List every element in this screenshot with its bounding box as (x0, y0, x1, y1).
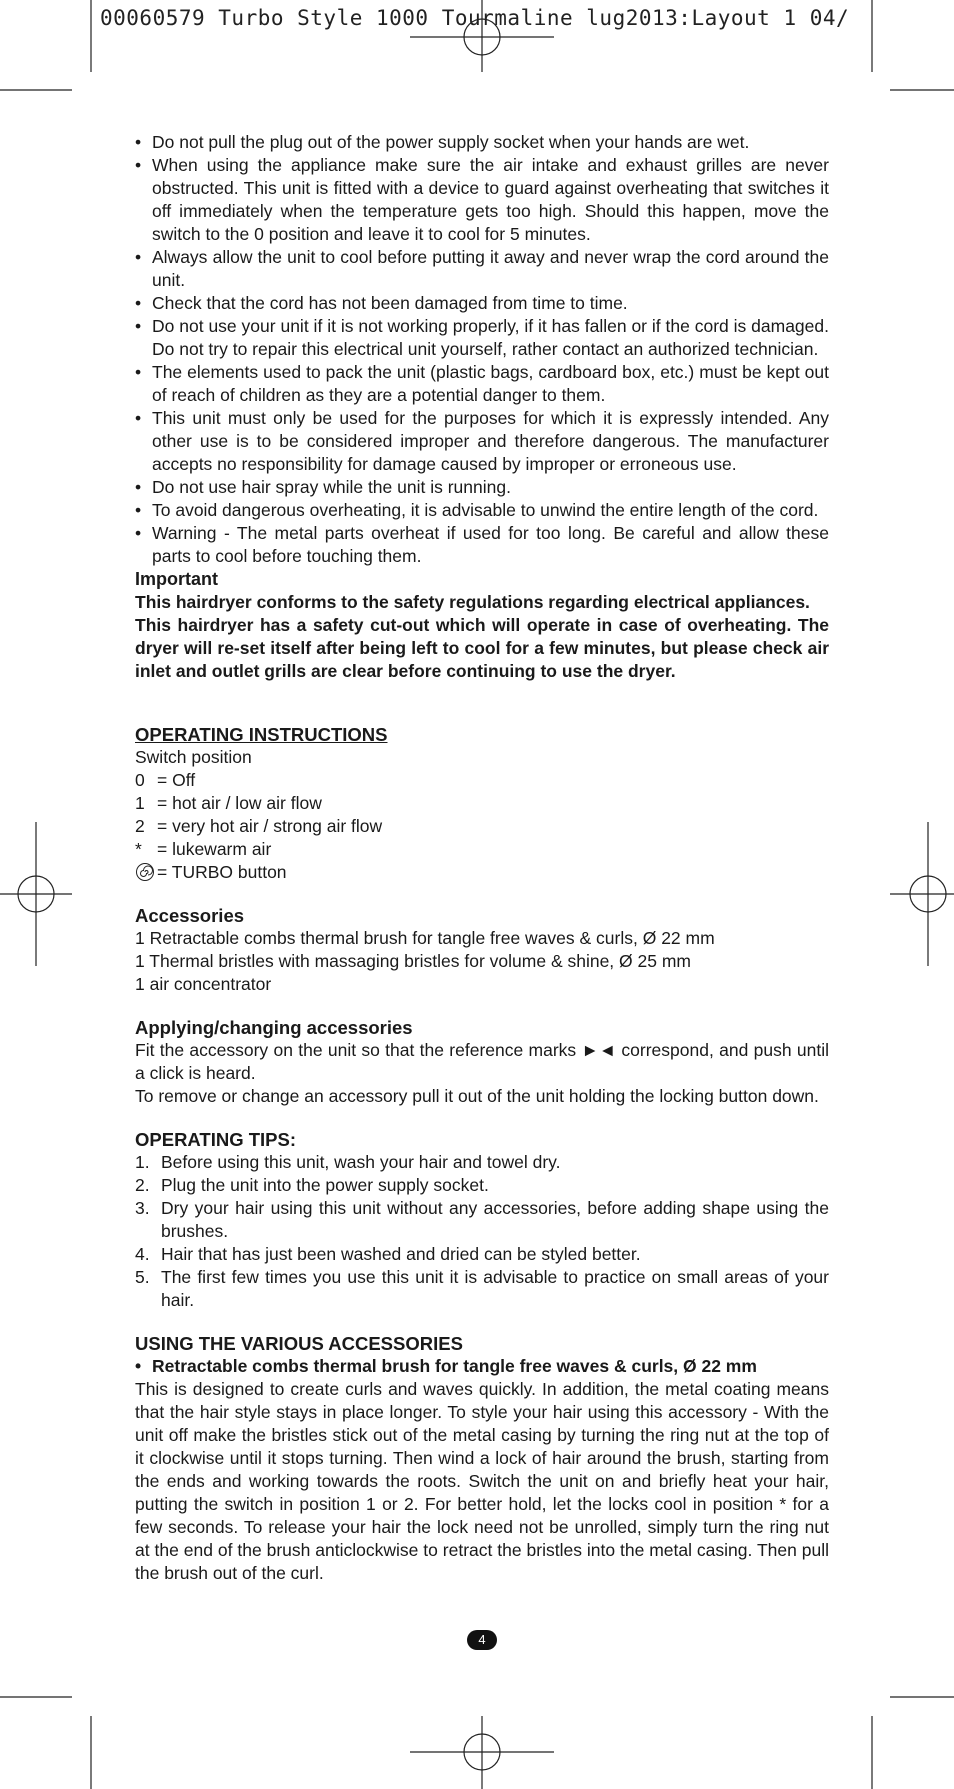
tip-text: Hair that has just been washed and dried can be styled better. (161, 1244, 641, 1264)
switch-desc: = very hot air / strong air flow (157, 816, 383, 836)
using-paragraph: This is designed to create curls and waves quickly. In addition, the metal coating means that the hair style stays in place longer. To style your hair using this accessory - With the unit off make the bristles stick out of the metal casing by turning the ring nut at the top of it clockwise until it stops turning. Then wind a lock of hair around the brush, starting from the ends and working towards the roots. Switch the unit on and briefly heat your hair, putting the switch in position 1 or 2. For better hold, let the locks cool in position * for a few seconds. To release your hair the lock need not be unrolled, simply turn the ring nut at the end of the brush anticlockwise to retract the bristles into the metal casing. Then pull the brush out of the curl. (135, 1379, 829, 1583)
switch-key: 1 (135, 793, 145, 813)
safety-bullet: • When using the appliance make sure the air intake and exhaust grilles are never obstructed. This unit is fitted with a device to guard against overheating that switches it off immediately when the temperature gets too high. Should this happen, move the switch to the 0 position and leave it to cool for 5 minutes. (135, 154, 829, 246)
tip-number: 2. (135, 1175, 150, 1195)
switch-desc: = TURBO button (157, 862, 287, 882)
important-line: This hairdryer conforms to the safety regulations regarding electrical appliances. (135, 592, 810, 612)
print-slug-line: 00060579 Turbo Style 1000 Tourmaline lug2013:Layout 1 04/ (100, 6, 850, 30)
using-sub-bullet-list (135, 1355, 829, 1378)
tip-number: 5. (135, 1267, 150, 1287)
tip-item (135, 1151, 829, 1174)
safety-bullet: • Do not use your unit if it is not working properly, if it has fallen or if the cord is damaged. Do not try to repair this electrical unit yourself, rather contact an authorized technician. (135, 315, 829, 361)
safety-bullet: • The elements used to pack the unit (plastic bags, cardboard box, etc.) must be kept out of reach of children as they are a potential danger to them. (135, 361, 829, 407)
operating-tips-list (135, 1151, 829, 1312)
tip-text: Dry your hair using this unit without any accessories, before adding shape using the brushes. (161, 1198, 829, 1241)
applying-paragraph: To remove or change an accessory pull it out of the unit holding the locking button down. (135, 1086, 819, 1106)
switch-desc: = hot air / low air flow (157, 793, 322, 813)
safety-bullet: • Do not pull the plug out of the power supply socket when your hands are wet. (135, 131, 829, 154)
tip-text: The first few times you use this unit it is advisable to practice on small areas of your hair. (161, 1267, 829, 1310)
registration-mark-left (0, 822, 72, 966)
tip-text: Plug the unit into the power supply socket. (161, 1175, 489, 1195)
turbo-spiral-icon (135, 861, 157, 884)
switch-key: 0 (135, 770, 145, 790)
applying-paragraph: Fit the accessory on the unit so that the reference marks ►◄ correspond, and push until a click is heard. (135, 1040, 829, 1083)
safety-bullet: • Check that the cord has not been damaged from time to time. (135, 292, 829, 315)
switch-position-label: Switch position (135, 747, 252, 767)
applying-accessories-title: Applying/changing accessories (135, 1017, 413, 1038)
using-sub-bullet: • Retractable combs thermal brush for tangle free waves & curls, Ø 22 mm (135, 1355, 829, 1378)
safety-bullet: • Warning - The metal parts overheat if used for too long. Be careful and allow these parts to cool before touching them. (135, 522, 829, 568)
safety-bullet: • Do not use hair spray while the unit is running. (135, 476, 829, 499)
tip-text: Before using this unit, wash your hair and towel dry. (161, 1152, 561, 1172)
safety-bullet: • To avoid dangerous overheating, it is advisable to unwind the entire length of the cord. (135, 499, 829, 522)
switch-key: 2 (135, 816, 145, 836)
safety-bullet: • This unit must only be used for the purposes for which it is expressly intended. Any other use is to be considered improper and therefore dangerous. The manufacturer accepts no responsibility for damage caused by improper or erroneous use. (135, 407, 829, 476)
switch-position-row (135, 861, 829, 884)
switch-desc: = lukewarm air (157, 839, 272, 859)
switch-desc: = Off (157, 770, 196, 790)
tip-item (135, 1243, 829, 1266)
switch-position-row (135, 792, 829, 815)
important-line: This hairdryer has a safety cut-out which will operate in case of overheating. The dryer will re-set itself after being left to cool for a few minutes, but please check air inlet and outlet grills are clear before continuing to use the dryer. (135, 615, 829, 681)
tip-item (135, 1197, 829, 1243)
safety-bullet: • Always allow the unit to cool before putting it away and never wrap the cord around the unit. (135, 246, 829, 292)
accessory-item: 1 air concentrator (135, 974, 272, 994)
accessories-title: Accessories (135, 905, 245, 926)
registration-mark-bottom (410, 1716, 554, 1789)
tip-item (135, 1174, 829, 1197)
tip-item (135, 1266, 829, 1312)
manual-page-content (135, 131, 829, 1585)
switch-position-row (135, 769, 829, 792)
tip-number: 4. (135, 1244, 150, 1264)
switch-position-row (135, 815, 829, 838)
registration-mark-right (890, 822, 954, 966)
tip-number: 3. (135, 1198, 150, 1218)
using-accessories-title: USING THE VARIOUS ACCESSORIES (135, 1333, 463, 1354)
accessory-item: 1 Retractable combs thermal brush for tangle free waves & curls, Ø 22 mm (135, 928, 715, 948)
tip-number: 1. (135, 1152, 150, 1172)
operating-tips-title: OPERATING TIPS: (135, 1129, 297, 1150)
accessory-item: 1 Thermal bristles with massaging bristles for volume & shine, Ø 25 mm (135, 951, 691, 971)
operating-instructions-title: OPERATING INSTRUCTIONS (135, 724, 388, 745)
switch-position-row (135, 838, 829, 861)
safety-bullet-list (135, 131, 829, 568)
important-heading: Important (135, 569, 218, 589)
page-number-badge: 4 (467, 1630, 497, 1650)
switch-key: * (135, 839, 142, 859)
